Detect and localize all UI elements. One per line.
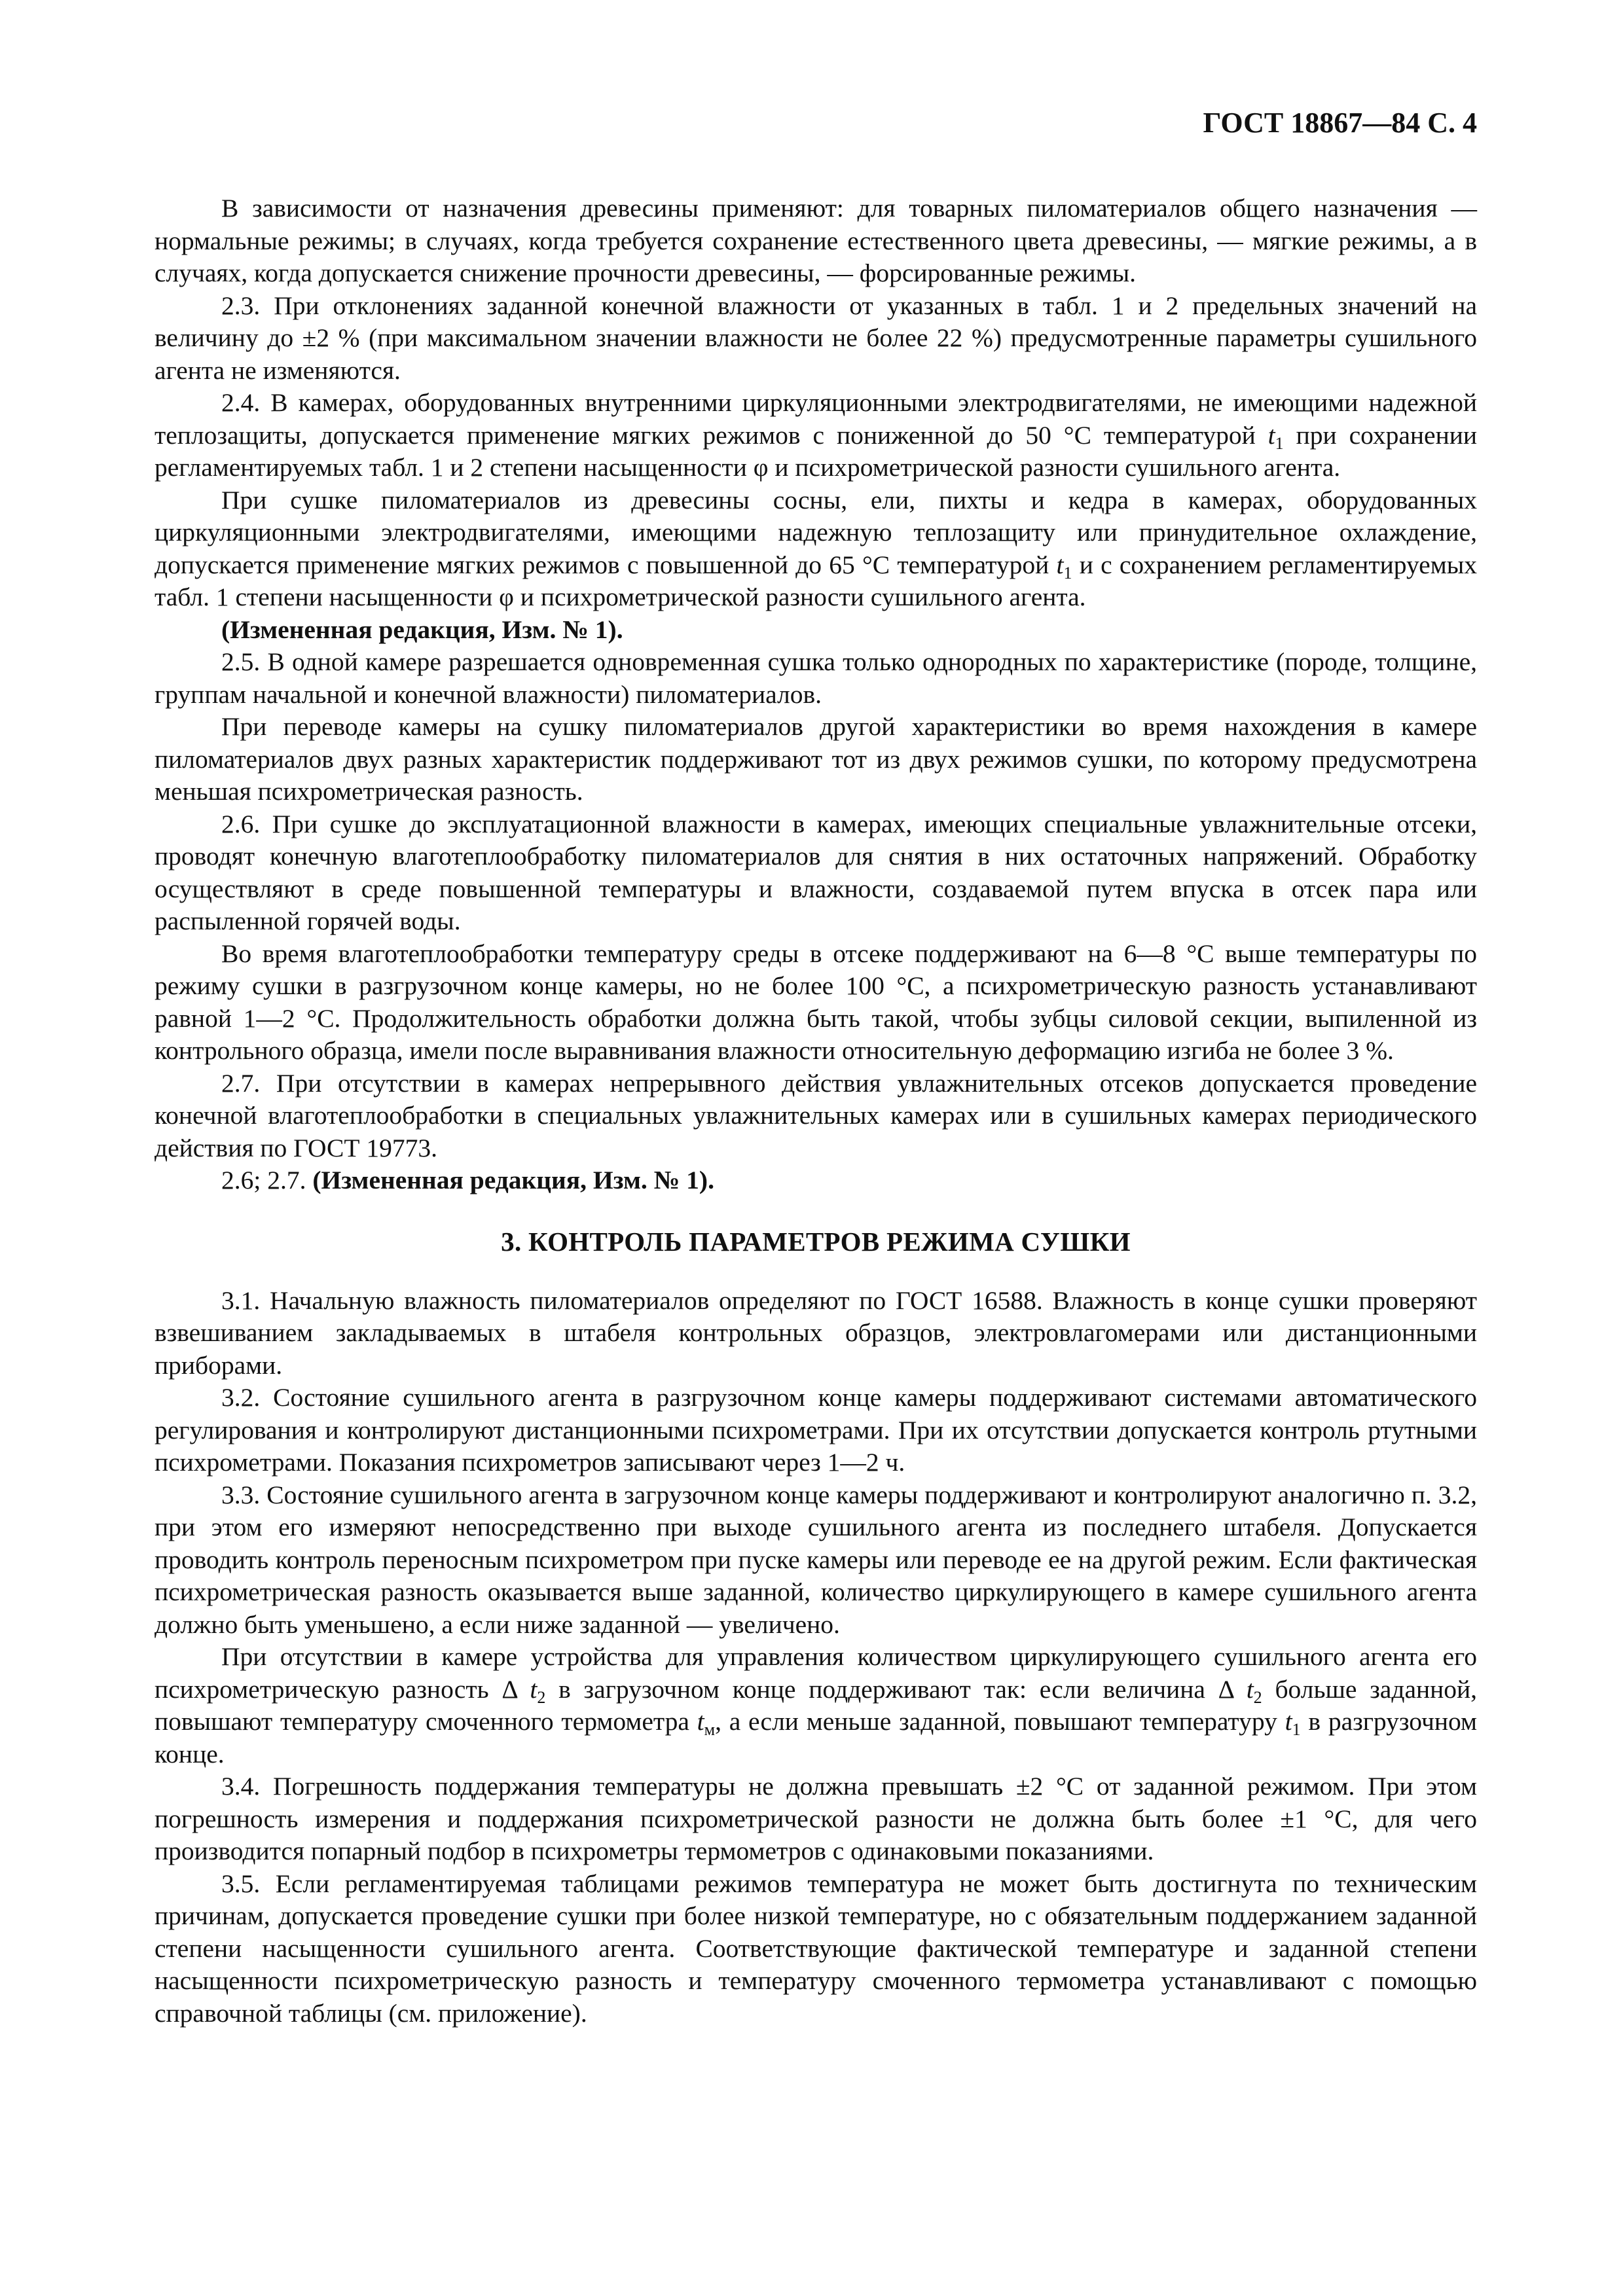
text-segment: 2.4. В камерах, оборудованных внутренними циркуляционными электродвигателями, не имеющими надежной теплозащиты, допускается применение мягких режимов с пониженной до 50 °С температурой [155, 388, 1477, 450]
text-segment: , а если меньше заданной, повышают температуру [715, 1707, 1285, 1736]
paragraph-2-6-continued: Во время влаготеплообработки температуру среды в отсеке поддерживают на 6—8 °С выше температуры по режиму сушки в разгрузочном конце камеры, но не более 100 °С, а психрометрическую разность устанавливают равной 1—2 °С. Продолжительность обработки должна быть такой, чтобы зубцы силовой секции, выпиленной из контрольного образца, имели после выравнивания влажности относительную деформацию изгиба не более 3 %. [155, 939, 1477, 1065]
symbol-subscript: 2 [1253, 1687, 1262, 1707]
paragraph-3-5: 3.5. Если регламентируемая таблицами режимов температура не может быть достигнута по техническим причинам, допускается проведение сушки при более низкой температуре, но с обязательным поддержанием заданной степени насыщенности сушильного агента. Соответствующие фактической температуре и заданной степени насыщенности психрометрическую разность и температуру смоченного термометра устанавливают с помощью справочной таблицы (см. приложение). [155, 1869, 1477, 2028]
symbol-t: t [530, 1674, 538, 1704]
symbol-t: t [1246, 1674, 1254, 1704]
paragraph-3-2: 3.2. Состояние сушильного агента в разгрузочном конце камеры поддерживают системами автоматического регулирования и контролируют дистанционными психрометрами. При их отсутствии допускается контроль ртутными психрометрами. Показания психрометров записывают через 1—2 ч. [155, 1383, 1477, 1477]
paragraph-2-4 [155, 387, 1477, 484]
paragraph-3-4: 3.4. Погрешность поддержания температуры не должна превышать ±2 °С от заданной режимом. При этом погрешность измерения и поддержания психрометрической разности не должна быть более ±1 °С, для чего производится попарный подбор в психрометры термометров с одинаковыми показаниями. [155, 1772, 1477, 1865]
symbol-t: t [697, 1707, 704, 1736]
text-segment: в загрузочном конце поддерживают так: если величина Δ [545, 1674, 1247, 1704]
text-segment: больше заданной, повышают температуру смоченного термометра [155, 1674, 1478, 1736]
paragraph-2-3: 2.3. При отклонениях заданной конечной влажности от указанных в табл. 1 и 2 предельных значений на величину до ±2 % (при максимальном значении влажности не более 22 %) предусмотренные параметры сушильного агента не изменяются. [155, 291, 1477, 385]
paragraph-2-7: 2.7. При отсутствии в камерах непрерывного действия увлажнительных отсеков допускается проведение конечной влаготеплообработки в специальных увлажнительных камерах или в сушильных камерах периодического действия по ГОСТ 19773. [155, 1068, 1477, 1162]
text-segment: при сохранении регламентируемых табл. 1 и 2 степени насыщенности φ и психрометрической разности сушильного агента. [155, 420, 1477, 482]
paragraph-3-1: 3.1. Начальную влажность пиломатериалов определяют по ГОСТ 16588. Влажность в конце сушки проверяют взвешиванием закладываемых в штабеля контрольных образцов, электровлагомерами или дистанционными приборами. [155, 1285, 1477, 1380]
paragraph-2-5-continued: При переводе камеры на сушку пиломатериалов другой характеристики во время нахождения в камере пиломатериалов двух разных характеристик поддерживают тот из двух режимов сушки, по которому предусмотрена меньшая психрометрическая разность. [155, 712, 1477, 806]
symbol-subscript: м [704, 1720, 716, 1739]
text-segment: и с сохранением регламентируемых табл. 1 степени насыщенности φ и психрометрической разности сушильного агента. [155, 550, 1477, 611]
paragraph-2-6: 2.6. При сушке до эксплуатационной влажности в камерах, имеющих специальные увлажнительные отсеки, проводят конечную влаготеплообработку пиломатериалов для снятия в них остаточных напряжений. Обработку осуществляют в среде повышенной температуры и влажности, создаваемой путем впуска в отсек пара или распыленной горячей воды. [155, 809, 1477, 935]
amendment-note-2-6-2-7 [155, 1164, 1477, 1197]
paragraph-2-5: 2.5. В одной камере разрешается одновременная сушка только однородных по характеристике (породе, толщине, группам начальной и конечной влажности) пиломатериалов. [155, 647, 1477, 709]
paragraph-3-3: 3.3. Состояние сушильного агента в загрузочном конце камеры поддерживают и контролируют аналогично п. 3.2, при этом его измеряют непосредственно при выходе сушильного агента из последнего штабеля. Допускается проводить контроль переносным психрометром при пуске камеры или переводе ее на другой режим. Если фактическая психрометрическая разность оказывается выше заданной, количество циркулирующего в камере сушильного агента должно быть уменьшено, а если ниже заданной — увеличено. [155, 1480, 1477, 1639]
text-segment: в разгрузочном конце. [155, 1707, 1477, 1768]
paragraph-2-4-continued [155, 484, 1477, 614]
page-header: ГОСТ 18867—84 С. 4 [1203, 107, 1477, 139]
document-page [155, 105, 1477, 2030]
symbol-subscript: 2 [537, 1687, 546, 1707]
symbol-t: t [1056, 550, 1064, 579]
symbol-subscript: 1 [1292, 1720, 1301, 1739]
paragraph-3-3-continued [155, 1641, 1477, 1770]
amendment-note: (Измененная редакция, Изм. № 1). [221, 615, 623, 644]
symbol-subscript: 1 [1063, 563, 1072, 583]
symbol-t: t [1285, 1707, 1292, 1736]
text-segment: 2.6; 2.7. [221, 1166, 313, 1194]
text-segment: При отсутствии в камере устройства для управления количеством циркулирующего сушильного агента его психрометрическую разность Δ [155, 1642, 1477, 1704]
symbol-t: t [1267, 420, 1275, 450]
section-heading: 3. КОНТРОЛЬ ПАРАМЕТРОВ РЕЖИМА СУШКИ [501, 1226, 1131, 1257]
symbol-subscript: 1 [1275, 433, 1284, 453]
amendment-note: (Измененная редакция, Изм. № 1). [312, 1166, 714, 1194]
text-segment: При сушке пиломатериалов из древесины сосны, ели, пихты и кедра в камерах, оборудованных циркуляционными электродвигателями, имеющими надежную теплозащиту или принудительное охлаждение, допускается применение мягких режимов с повышенной до 65 °С температурой [155, 485, 1477, 579]
paragraph-regimes-purpose: В зависимости от назначения древесины применяют: для товарных пиломатериалов общего назначения — нормальные режимы; в случаях, когда требуется сохранение естественного цвета древесины, — мягкие режимы, а в случаях, когда допускается снижение прочности древесины, — форсированные режимы. [155, 194, 1477, 287]
